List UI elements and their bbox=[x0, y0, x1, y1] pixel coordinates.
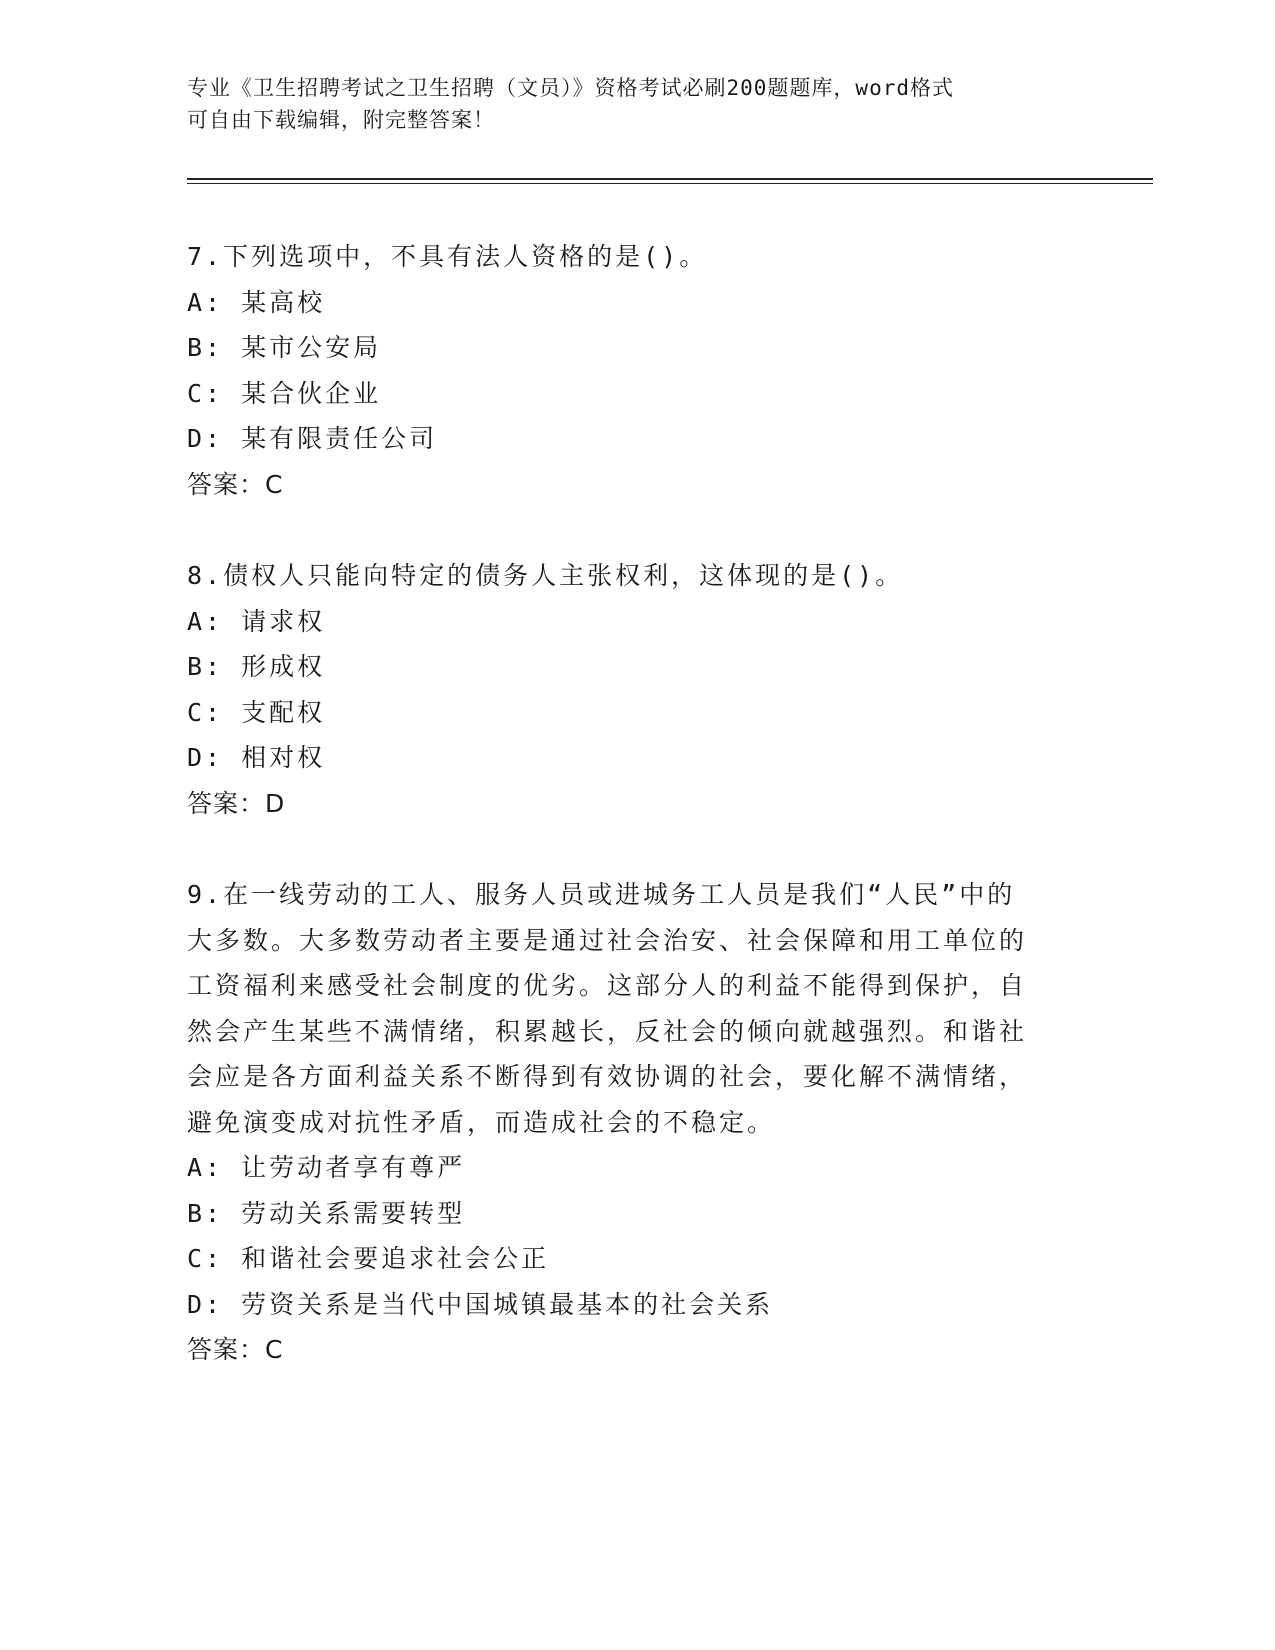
question-stem-line-4: 然会产生某些不满情绪，积累越长，反社会的倾向就越强烈。和谐社 bbox=[187, 1016, 1028, 1046]
option-b: B: 某市公安局 bbox=[187, 333, 382, 362]
question-stem-line-3: 工资福利来感受社会制度的优劣。这部分人的利益不能得到保护，自 bbox=[187, 971, 1028, 1000]
option-c: C: 某合伙企业 bbox=[187, 378, 382, 408]
header-line-2: 可自由下载编辑，附完整答案！ bbox=[187, 108, 495, 132]
option-d: D: 某有限责任公司 bbox=[187, 424, 438, 453]
question-stem-line-2: 大多数。大多数劳动者主要是通过社会治安、社会保障和用工单位的 bbox=[187, 925, 1028, 955]
option-a: A: 让劳动者享有尊严 bbox=[187, 1153, 466, 1182]
option-c: C: 支配权 bbox=[187, 697, 326, 727]
question-stem: 7.下列选项中，不具有法人资格的是()。 bbox=[187, 242, 708, 271]
answer: 答案：C bbox=[187, 1335, 284, 1364]
answer: 答案：C bbox=[187, 469, 284, 499]
option-c: C: 和谐社会要追求社会公正 bbox=[187, 1244, 550, 1273]
question-stem-line-6: 避免演变成对抗性矛盾，而造成社会的不稳定。 bbox=[187, 1107, 776, 1137]
question-stem: 8.债权人只能向特定的债务人主张权利，这体现的是()。 bbox=[187, 561, 904, 590]
question-9 bbox=[187, 872, 1067, 1373]
option-a: A: 请求权 bbox=[187, 606, 326, 636]
option-a: A: 某高校 bbox=[187, 287, 326, 317]
option-b: B: 劳动关系需要转型 bbox=[187, 1198, 466, 1228]
question-stem-line-1: 9.在一线劳动的工人、服务人员或进城务工人员是我们“人民”中的 bbox=[187, 880, 1016, 909]
header-divider-thin bbox=[187, 183, 1153, 184]
answer: 答案：D bbox=[187, 788, 286, 818]
option-b: B: 形成权 bbox=[187, 652, 326, 681]
question-7 bbox=[187, 234, 1067, 507]
question-stem-line-5: 会应是各方面利益关系不断得到有效协调的社会，要化解不满情绪， bbox=[187, 1062, 1028, 1091]
question-8 bbox=[187, 553, 1067, 826]
header-divider-thick bbox=[187, 178, 1153, 180]
option-d: D: 劳资关系是当代中国城镇最基本的社会关系 bbox=[187, 1289, 774, 1319]
document-header bbox=[187, 72, 1067, 136]
option-d: D: 相对权 bbox=[187, 743, 326, 772]
header-line-1: 专业《卫生招聘考试之卫生招聘（文员）》资格考试必刷200题题库，word格式 bbox=[187, 76, 954, 100]
